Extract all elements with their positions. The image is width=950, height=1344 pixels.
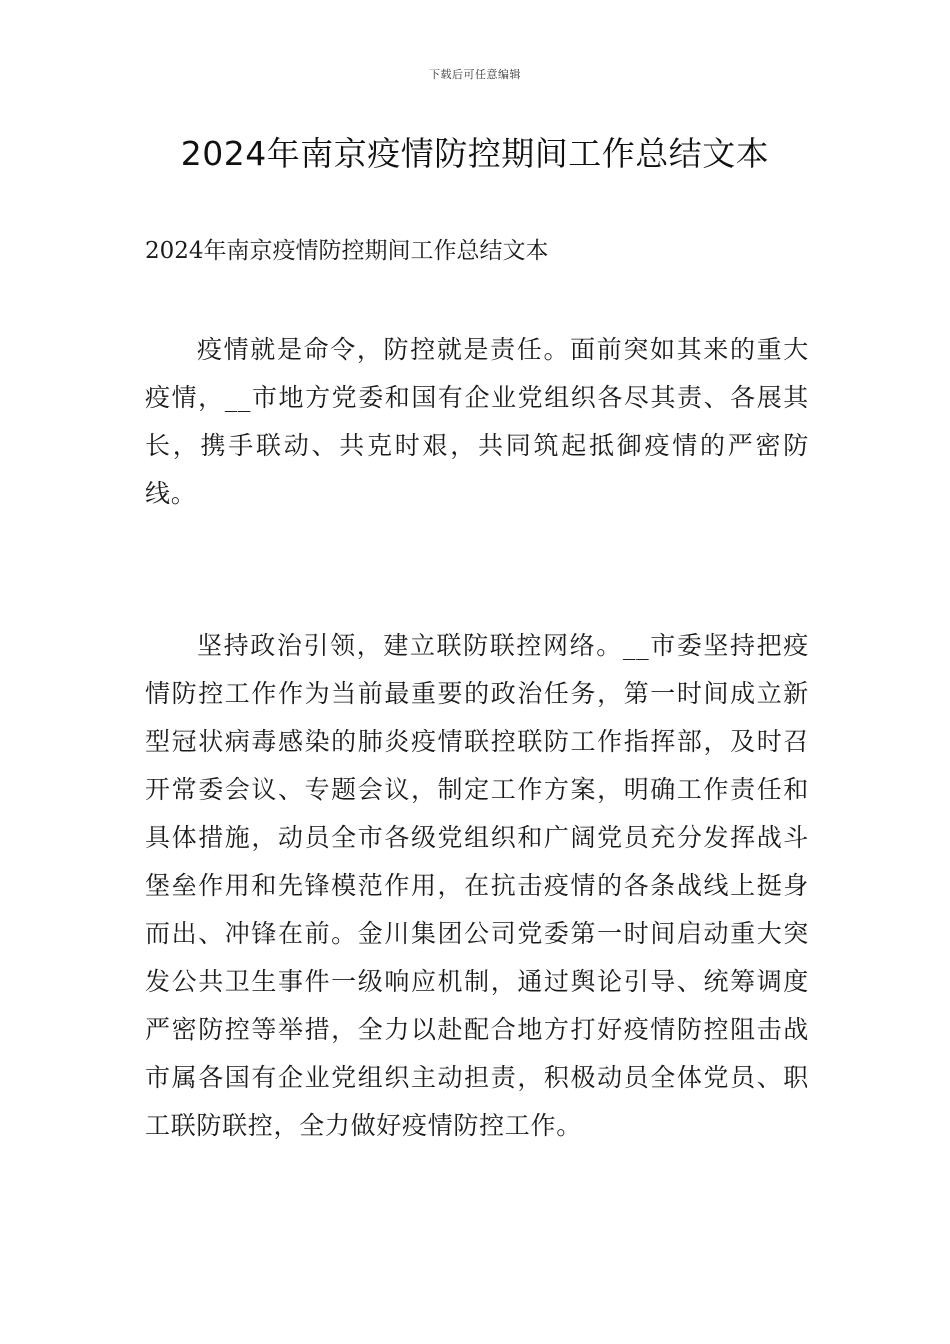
- document-title: 2024年南京疫情防控期间工作总结文本: [180, 134, 770, 173]
- document-subtitle: 2024年南京疫情防控期间工作总结文本: [145, 238, 549, 264]
- paragraph-2: 坚持政治引领，建立联防联控网络。__市委坚持把疫情防控工作作为当前最重要的政治任务，第一时间成立新型冠状病毒感染的肺炎疫情联控联防工作指挥部，及时召开常委会议、专题会议，制定工作方案，明确工作责任和具体措施，动员全市各级党组织和广阔党员充分发挥战斗堡垒作用和先锋模范作用，在抗击疫情的各条战线上挺身而出、冲锋在前。金川集团公司党委第一时间启动重大突发公共卫生事件一级响应机制，通过舆论引导、统筹调度严密防控等举措，全力以赴配合地方打好疫情防控阻击战市属各国有企业党组织主动担责，积极动员全体党员、职工联防联控，全力做好疫情防控工作。: [145, 631, 809, 1140]
- paragraph-1: 疫情就是命令，防控就是责任。面前突如其来的重大疫情，__市地方党委和国有企业党组织各尽其责、各展其长，携手联动、共克时艰，共同筑起抵御疫情的严密防线。: [145, 335, 809, 508]
- header-note: 下载后可任意编辑: [429, 68, 521, 81]
